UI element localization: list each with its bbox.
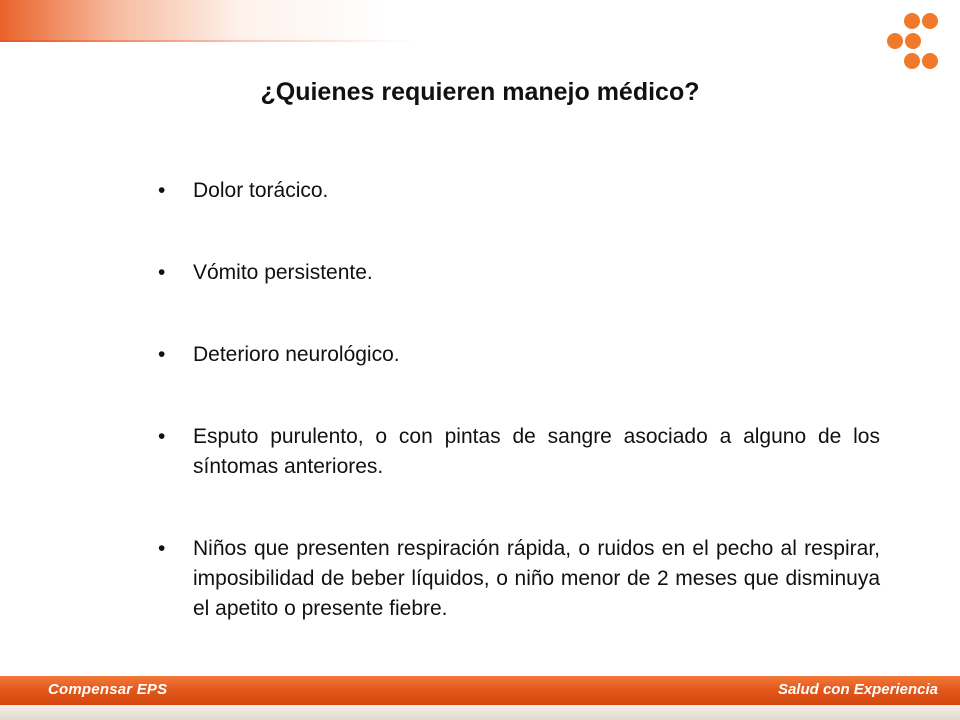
top-accent-line (0, 40, 420, 42)
footer-slogan: Salud con Experiencia (777, 681, 938, 698)
slide-title: ¿Quienes requieren manejo médico? (260, 78, 700, 106)
footer-base-strip (0, 705, 960, 720)
bullet-list (156, 176, 880, 676)
bullet-item (156, 258, 880, 288)
footer-brand: Compensar EPS (48, 681, 168, 698)
bullet-item (156, 176, 880, 206)
bullet-text: Dolor torácico. (193, 179, 329, 202)
bullet-dot: • (158, 425, 166, 448)
top-gradient-band (0, 0, 960, 42)
bullet-text: Vómito persistente. (193, 261, 373, 284)
bullet-item (156, 534, 880, 624)
bullet-dot: • (158, 343, 166, 366)
bullet-text: Deterioro neurológico. (193, 343, 400, 366)
bullet-dot: • (158, 537, 166, 560)
bullet-item (156, 340, 880, 370)
bullet-dot: • (158, 261, 166, 284)
bullet-dot: • (158, 179, 166, 202)
bullet-text: Esputo purulento, o con pintas de sangre asociado a alguno de los síntomas anteriores. (193, 425, 880, 478)
bullet-item (156, 422, 880, 482)
bullet-text: Niños que presenten respiración rápida, o ruidos en el pecho al respirar, imposibilidad de beber líquidos, o niño menor de 2 meses que disminuya el apetito o presente fiebre. (193, 537, 880, 620)
compensar-dots-logo-icon (882, 12, 946, 70)
